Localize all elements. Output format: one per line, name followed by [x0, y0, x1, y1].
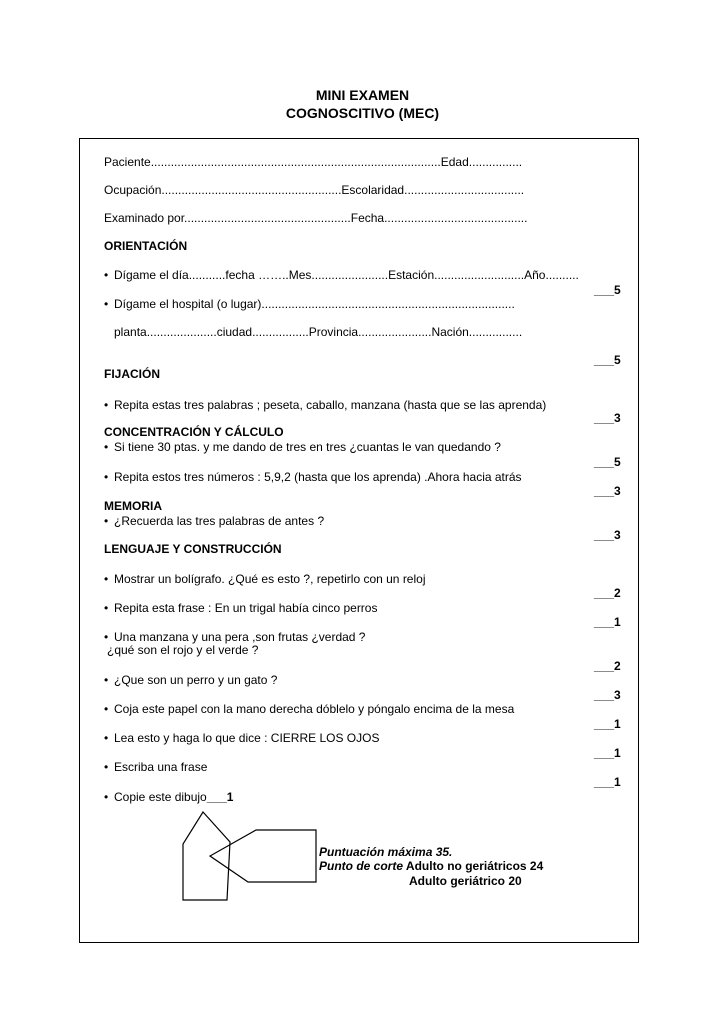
item-numeros-text: Repita estos tres números : 5,9,2 (hasta que los aprenda) .Ahora hacia atrás [114, 470, 522, 484]
item-recuerda-text: ¿Recuerda las tres palabras de antes ? [114, 514, 325, 528]
score-papel: ___3 [594, 688, 621, 702]
item-papel-text: Coja este papel con la mano derecha dóblelo y póngalo encima de la mesa [114, 702, 515, 716]
item-lea [104, 731, 379, 745]
item-boligrafo-text: Mostrar un bolígrafo. ¿Qué es esto ?, repetirlo con un reloj [114, 572, 426, 586]
item-manzana [104, 630, 365, 644]
item-papel [104, 702, 514, 716]
bullet: • [104, 440, 109, 454]
score-frase: ___1 [594, 615, 621, 629]
item-ptas [104, 440, 501, 454]
copie-score: ___1 [206, 790, 234, 804]
corte-no-geriatricos: Adulto no geriátricos 24 [403, 859, 544, 873]
bullet: • [104, 702, 109, 716]
section-lenguaje: LENGUAJE Y CONSTRUCCIÓN [104, 542, 282, 556]
section-orientacion: ORIENTACIÓN [104, 239, 188, 253]
section-fijacion: FIJACIÓN [104, 367, 161, 381]
punto-de-corte [319, 859, 543, 873]
item-dia [104, 268, 579, 282]
paciente-field: Paciente.......................................................................................Edad................ [104, 155, 523, 169]
punto-de-corte-label: Punto de corte [319, 859, 404, 873]
item-ptas-text: Si tiene 30 ptas. y me dando de tres en tres ¿cuantas le van quedando ? [114, 440, 501, 454]
score-memoria: ___3 [594, 528, 621, 542]
bullet: • [104, 572, 109, 586]
examinado-field: Examinado por..................................................Fecha........................................... [104, 211, 528, 225]
score-orientacion-2: ___5 [594, 353, 621, 367]
bullet: • [104, 470, 109, 484]
score-copie: ___1 [594, 775, 621, 789]
puntuacion-maxima: Puntuación máxima 35. [319, 845, 453, 859]
score-lea: ___1 [594, 717, 621, 731]
item-hospital-text: Dígame el hospital (o lugar)............................................................................ [114, 297, 515, 311]
intersecting-pentagons-drawing [180, 808, 330, 904]
score-boligrafo: ___2 [594, 586, 621, 600]
score-semejanzas: ___2 [594, 659, 621, 673]
item-numeros [104, 470, 522, 484]
item-escriba [104, 760, 207, 774]
title-line-2: COGNOSCITIVO (MEC) [285, 105, 440, 121]
item-perro [104, 673, 277, 687]
item-frase [104, 601, 377, 615]
item-frase-text: Repita esta frase : En un trigal había cinco perros [114, 601, 378, 615]
exam-form-frame [79, 138, 639, 943]
item-manzana-text: Una manzana y una pera ,son frutas ¿verdad ? [114, 630, 366, 644]
item-lea-text: Lea esto y haga lo que dice : CIERRE LOS OJOS [114, 731, 380, 745]
bullet: • [104, 297, 109, 311]
item-perro-text: ¿Que son un perro y un gato ? [114, 673, 278, 687]
bullet: • [104, 514, 109, 528]
section-concentracion: CONCENTRACIÓN Y CÁLCULO [104, 425, 284, 439]
score-orientacion-1: ___5 [594, 283, 621, 297]
item-planta: planta.....................ciudad.................Provincia......................Nación................ [114, 325, 523, 339]
bullet: • [104, 790, 109, 804]
title-line-1: MINI EXAMEN [315, 87, 410, 103]
corte-geriatrico: Adulto geriátrico 20 [409, 874, 522, 888]
item-escriba-text: Escriba una frase [114, 760, 208, 774]
bullet: • [104, 398, 109, 412]
bullet: • [104, 760, 109, 774]
score-numeros: ___3 [594, 484, 621, 498]
bullet: • [104, 630, 109, 644]
item-hospital [104, 297, 515, 311]
section-memoria: MEMORIA [104, 499, 162, 513]
item-repita-palabras [104, 398, 546, 412]
score-escriba: ___1 [594, 746, 621, 760]
pentagon-left [183, 812, 230, 900]
item-repita-palabras-text: Repita estas tres palabras ; peseta, caballo, manzana (hasta que se las aprenda) [114, 398, 547, 412]
ocupacion-field: Ocupación......................................................Escolaridad.................................... [104, 183, 525, 197]
item-boligrafo [104, 572, 426, 586]
item-recuerda [104, 514, 324, 528]
item-copie [104, 790, 233, 804]
score-calculo: ___5 [594, 455, 621, 469]
item-copie-text: Copie este dibujo [114, 790, 207, 804]
bullet: • [104, 673, 109, 687]
bullet: • [104, 601, 109, 615]
bullet: • [104, 731, 109, 745]
item-dia-text: Dígame el día...........fecha ……..Mes.......................Estación...........................Año.......... [114, 268, 579, 282]
score-fijacion: ___3 [594, 411, 621, 425]
bullet: • [104, 268, 109, 282]
item-rojo: ¿qué son el rojo y el verde ? [107, 643, 259, 657]
